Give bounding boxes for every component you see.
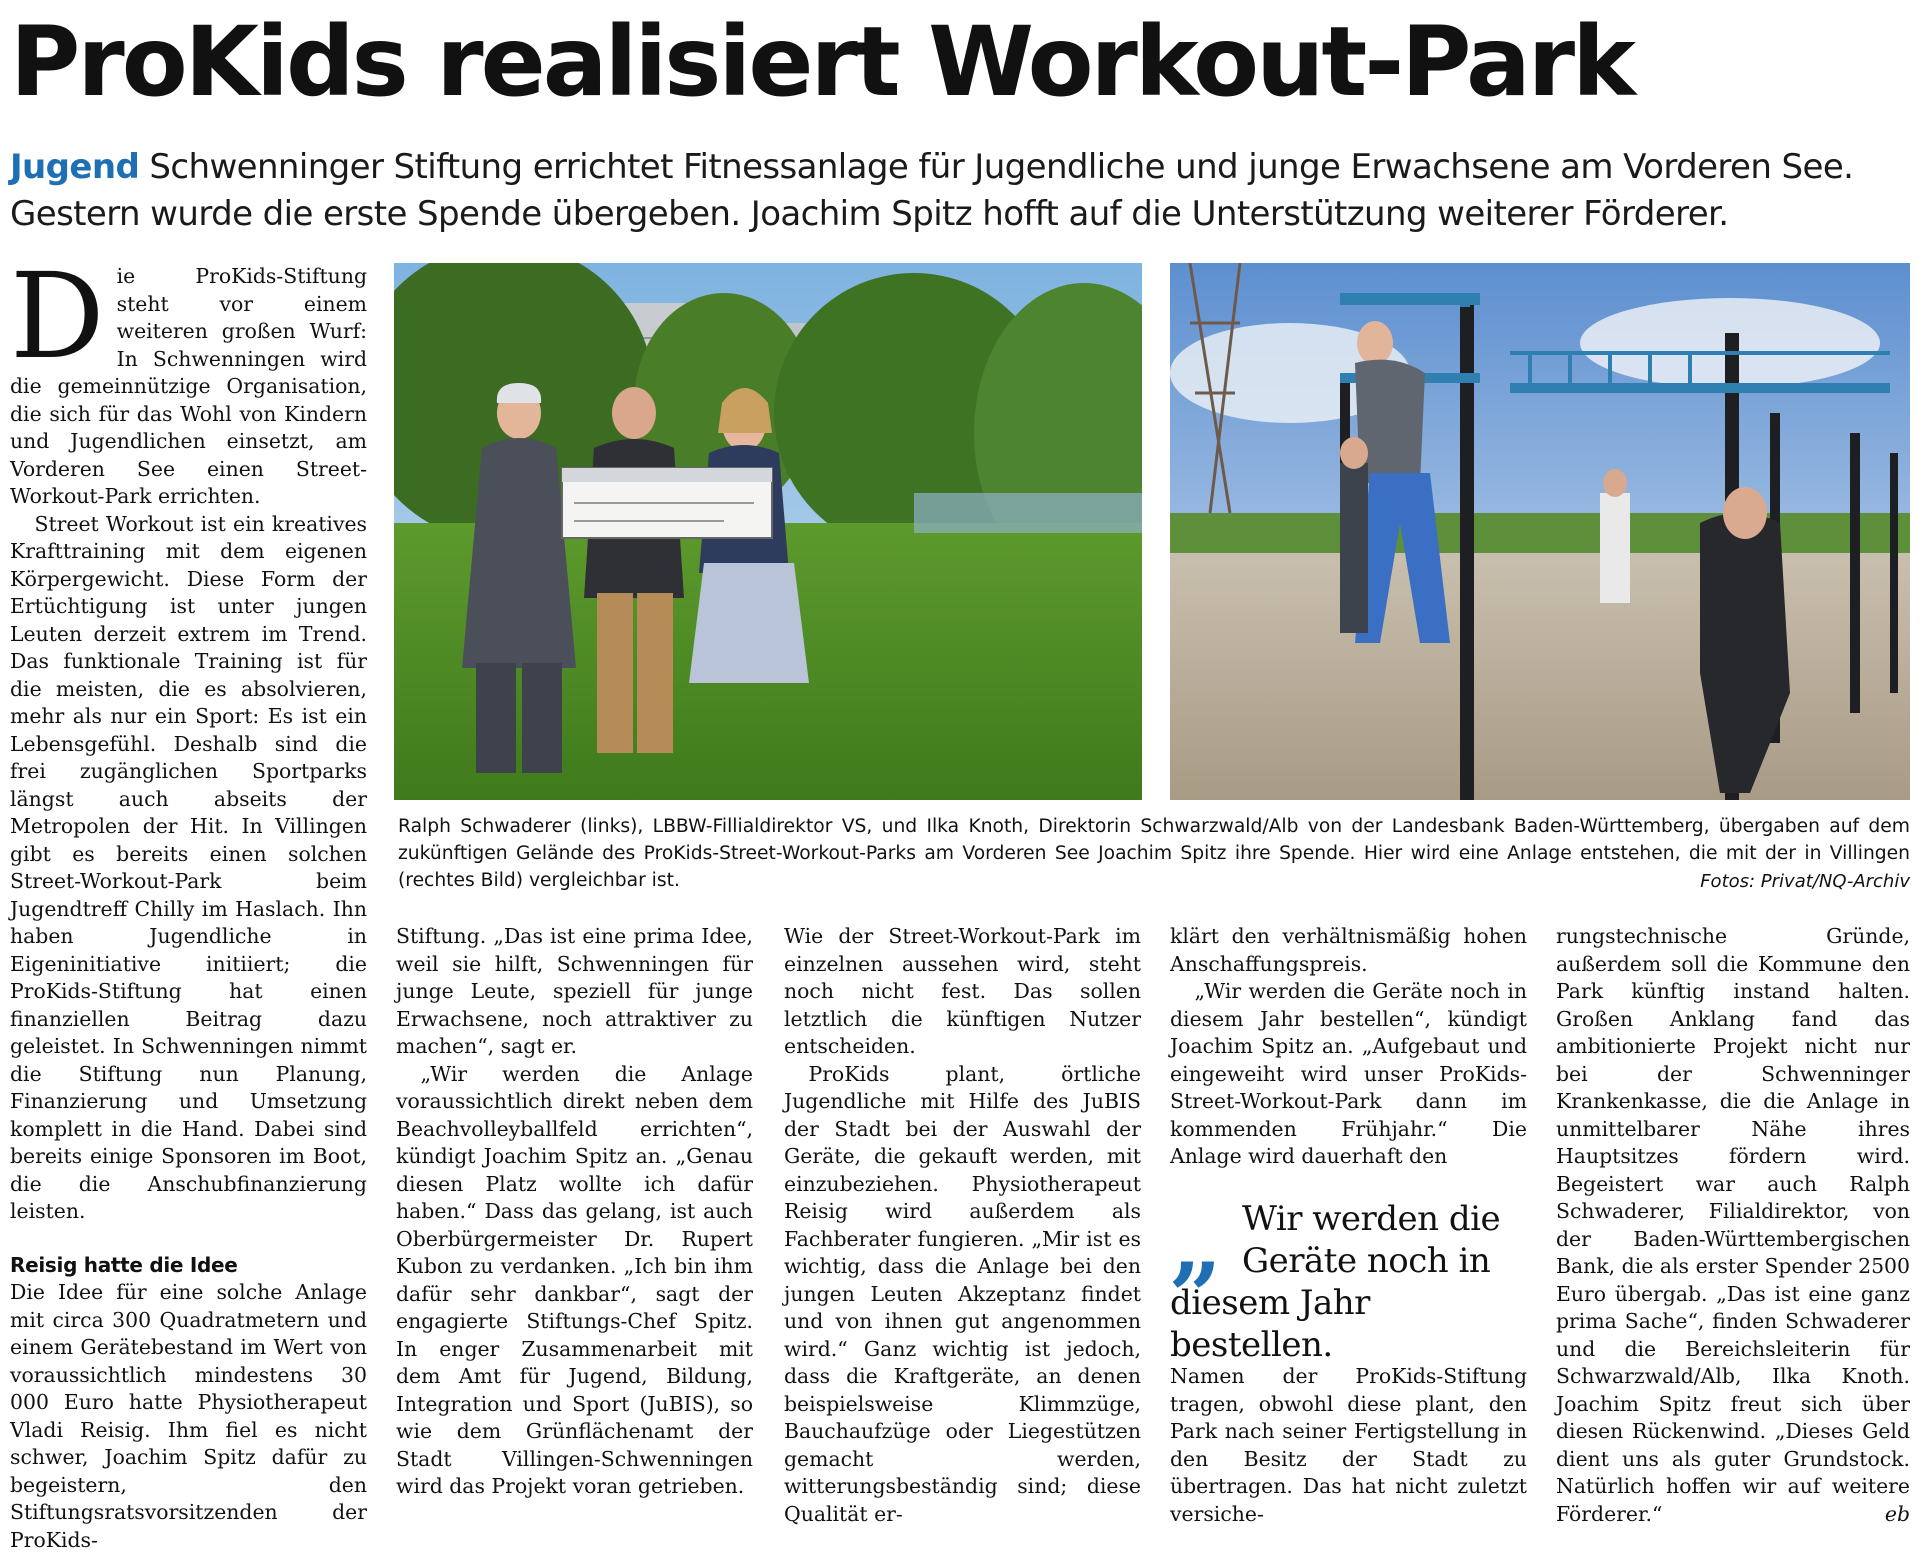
article-column-2 <box>396 923 753 1501</box>
paragraph: Namen der ProKids-Stiftung tragen, obwohl diese plant, den Park nach seiner Fertigstellung in den Besitz der Stadt zu übertragen. Das hat nicht zuletzt versiche- <box>1170 1364 1527 1526</box>
article-column-1 <box>10 247 367 1554</box>
pull-quote-line: Wir werden die <box>1242 1199 1501 1239</box>
paragraph: Wie der Street-Workout-Park im einzelnen aussehen wird, steht noch nicht fest. Das sollen letztlich die künftigen Nutzer entscheiden. <box>784 924 1141 1058</box>
crosshead: Reisig hatte die Idee <box>10 1252 238 1277</box>
subheadline <box>10 144 1910 238</box>
quote-mark: „ <box>1170 1190 1223 1298</box>
paragraph-intro: ie ProKids-Stiftung steht vor einem weiteren großen Wurf: In Schwenningen wird die gemeinnützige Organisation, die sich für das Wohl von Kindern und Jugendlichen einsetzt, am Vorderen See einen Street-Workout-Park errichten. <box>10 264 367 508</box>
article-column-4-continued <box>1170 1363 1527 1528</box>
author-initials: eb <box>1884 1501 1910 1526</box>
drop-cap: D <box>10 247 105 385</box>
pull-quote-line: Geräte noch in <box>1242 1241 1491 1281</box>
photo-credit: Fotos: Privat/NQ-Archiv <box>1700 871 1910 892</box>
subhead-keyword: Jugend <box>10 147 140 187</box>
article-column-4 <box>1170 923 1527 1171</box>
paragraph: „Wir werden die Geräte noch in diesem Jahr bestellen“, kündigt Joachim Spitz an. „Aufgebaut und eingeweiht wird unser ProKids-Street-Workout-Park dann im kommenden Frühjahr.“ Die Anlage wird dauerhaft den <box>1170 979 1527 1168</box>
paragraph: Street Workout ist ein kreatives Krafttraining mit dem eigenen Körpergewicht. Diese Form der Ertüchtigung ist unter jungen Leuten derzeit extrem im Trend. Das funktionale Training ist für die meisten, die es absolvieren, mehr als nur ein Sport: Es ist ein Lebensgefühl. Deshalb sind die frei zugänglichen Sportparks längst auch abseits der Metropolen der Hit. In Villingen gibt es bereits einen solchen Street-Workout-Park beim Jugendtreff Chilly im Haslach. Ihn haben Jugendliche in Eigeninitiative initiiert; die ProKids-Stiftung hat einen finanziellen Beitrag dazu geleistet. In Schwenningen nimmt die Stiftung nun Planung, Finanzierung und Umsetzung komplett in die Hand. Dabei sind bereits einige Sponsoren im Boot, die die Anschubfinanzierung leisten. <box>10 511 367 1223</box>
photo-cheque-handover <box>394 263 1142 800</box>
photo-caption: Ralph Schwaderer (links), LBBW-Fillialdirektor VS, und Ilka Knoth, Direktorin Schwarzwald/Alb von der Landesbank Baden-Württemberg, übergaben auf dem zukünftigen Gelände des ProKids-Street-Workout-Parks am Vorderen See Joachim Spitz ihre Spende. Hier wird eine Anlage entstehen, die mit der in Villingen (rechtes Bild) vergleichbar ist. <box>398 816 1910 891</box>
pull-quote-text <box>1170 1190 1527 1366</box>
pull-quote-line: diesem Jahr bestellen. <box>1170 1283 1370 1365</box>
paragraph: klärt den verhältnismäßig hohen Anschaffungspreis. <box>1170 924 1527 976</box>
subhead-text: Schwenninger Stiftung errichtet Fitnessanlage für Jugendliche und junge Erwachsene am Vorderen See. Gestern wurde die erste Spende übergeben. Joachim Spitz hofft auf die Unterstützung weiterer Förderer. <box>10 147 1854 234</box>
paragraph: rungstechnische Gründe, außerdem soll die Kommune den Park künftig instand halten. Großen Anklang fand das ambitionierte Projekt nicht nur bei der Schwenninger Krankenkasse, die die Anlage in unmittelbarer Nähe ihres Hauptsitzes fördern wird. Begeistert war auch Ralph Schwaderer, Filialdirektor, von der Baden-Württembergischen Bank, die als erster Spender 2500 Euro übergab. „Das ist eine ganz prima Sache“, finden Schwaderer und die Bereichsleiterin für Schwarzwald/Alb, Ilka Knoth. Joachim Spitz freut sich über diesen Rückenwind. „Dieses Geld dient uns als guter Grundstock. Natürlich hoffen wir auf weitere Förderer.“ <box>1556 924 1910 1526</box>
paragraph: „Wir werden die Anlage voraussichtlich direkt neben dem Beachvolleyballfeld errichten“, kündigt Joachim Spitz an. „Genau diesen Platz wollte ich dafür haben.“ Dass das gelang, ist auch Oberbürgermeister Dr. Rupert Kubon zu verdanken. „Ich bin ihm dafür sehr dankbar“, sagt der engagierte Stiftungs-Chef Spitz. In enger Zusammenarbeit mit dem Amt für Jugend, Bildung, Integration und Sport (JuBIS), so wie dem Grünflächenamt der Stadt Villingen-Schwenningen wird das Projekt voran getrieben. <box>396 1061 753 1498</box>
paragraph: Die Idee für eine solche Anlage mit circa 300 Quadratmetern und einem Gerätebestand im Wert von voraussichtlich mindestens 30 000 Euro hatte Physiotherapeut Vladi Reisig. Ihm fiel es nicht schwer, Joachim Spitz dafür zu begeistern, den Stiftungsratsvorsitzenden der ProKids- <box>10 1280 367 1552</box>
headline: ProKids realisiert Workout-Park <box>10 6 1633 118</box>
pull-quote <box>1170 1190 1527 1366</box>
article-column-3 <box>784 923 1141 1528</box>
article-column-5 <box>1556 923 1910 1528</box>
photo-workout-park-villingen <box>1170 263 1910 800</box>
paragraph: Stiftung. „Das ist eine prima Idee, weil sie hilft, Schwenningen für junge Leute, speziell für junge Erwachsene, noch attraktiver zu machen“, sagt er. <box>396 924 753 1058</box>
paragraph: ProKids plant, örtliche Jugendliche mit Hilfe des JuBIS der Stadt bei der Auswahl der Geräte, die gekauft werden, mit einzubeziehen. Physiotherapeut Reisig wird außerdem als Fachberater fungieren. „Mir ist es wichtig, dass die Anlage bei den jungen Leuten Akzeptanz findet und von ihnen gut angenommen wird.“ Ganz wichtig ist jedoch, dass die Kraftgeräte, an denen beispielsweise Klimmzüge, Bauchaufzüge oder Liegestützen gemacht werden, witterungsbeständig sind; diese Qualität er- <box>784 1061 1141 1526</box>
